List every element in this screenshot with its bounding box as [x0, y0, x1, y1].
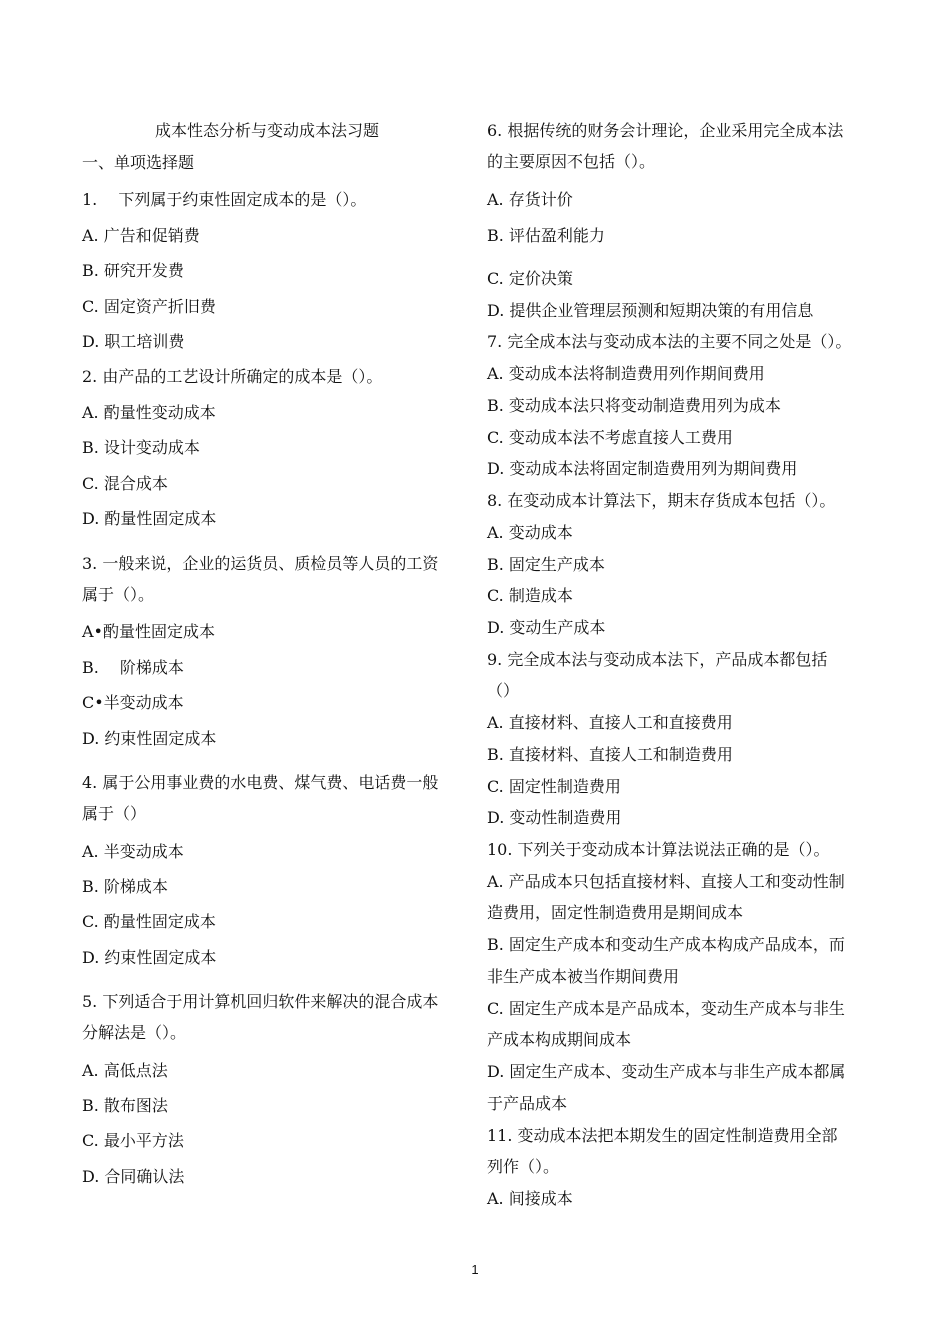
question-4-line-2: 属于（） — [82, 804, 147, 823]
option-4c: C. 酌量性固定成本 — [82, 912, 216, 931]
option-1c: C. 固定资产折旧费 — [82, 297, 216, 316]
option-7a: A. 变动成本法将制造费用列作期间费用 — [487, 364, 765, 383]
option-3b: B. 阶梯成本 — [82, 658, 184, 677]
option-5a: A. 高低点法 — [82, 1061, 168, 1080]
option-8b: B. 固定生产成本 — [487, 555, 605, 574]
option-7b: B. 变动成本法只将变动制造费用列为成本 — [487, 396, 781, 415]
question-3-line-1: 3. 一般来说，企业的运货员、质检员等人员的工资 — [82, 554, 439, 573]
option-10b-line-1: B. 固定生产成本和变动生产成本构成产品成本，而 — [487, 935, 845, 954]
option-10c-line-1: C. 固定生产成本是产品成本，变动生产成本与非生 — [487, 999, 845, 1018]
option-2b: B. 设计变动成本 — [82, 438, 200, 457]
option-3a: A•酌量性固定成本 — [82, 622, 215, 641]
option-6b: B. 评估盈利能力 — [487, 226, 605, 245]
question-5-line-2: 分解法是（）。 — [82, 1023, 187, 1042]
option-8a: A. 变动成本 — [487, 523, 573, 542]
question-9-line-2: （） — [487, 681, 520, 700]
option-8d: D. 变动生产成本 — [487, 618, 606, 637]
question-6-line-1: 6. 根据传统的财务会计理论，企业采用完全成本法 — [487, 121, 844, 140]
section-heading: 一、单项选择题 — [82, 153, 195, 172]
question-3-line-2: 属于（）。 — [82, 585, 155, 604]
option-4d: D. 约束性固定成本 — [82, 948, 217, 967]
document-title: 成本性态分析与变动成本法习题 — [155, 121, 380, 140]
option-10c-line-2: 产成本构成期间成本 — [487, 1030, 632, 1049]
question-7: 7. 完全成本法与变动成本法的主要不同之处是（）。 — [487, 332, 852, 351]
option-9c: C. 固定性制造费用 — [487, 777, 621, 796]
option-7d: D. 变动成本法将固定制造费用列为期间费用 — [487, 459, 798, 478]
option-8c: C. 制造成本 — [487, 586, 573, 605]
option-10b-line-2: 非生产成本被当作期间费用 — [487, 967, 680, 986]
question-11-line-1: 11. 变动成本法把本期发生的固定性制造费用全部 — [487, 1126, 838, 1145]
option-6c: C. 定价决策 — [487, 269, 573, 288]
option-3d: D. 约束性固定成本 — [82, 729, 217, 748]
question-1: 1. 下列属于约束性固定成本的是（）。 — [82, 190, 367, 209]
question-9-line-1: 9. 完全成本法与变动成本法下，产品成本都包括 — [487, 650, 828, 669]
option-5d: D. 合同确认法 — [82, 1167, 185, 1186]
option-6a: A. 存货计价 — [487, 190, 573, 209]
option-4a: A. 半变动成本 — [82, 842, 184, 861]
option-5b: B. 散布图法 — [82, 1096, 168, 1115]
option-7c: C. 变动成本法不考虑直接人工费用 — [487, 428, 733, 447]
option-2c: C. 混合成本 — [82, 474, 168, 493]
question-2: 2. 由产品的工艺设计所确定的成本是（）。 — [82, 367, 383, 386]
option-1a: A. 广告和促销费 — [82, 226, 200, 245]
option-1d: D. 职工培训费 — [82, 332, 185, 351]
option-9a: A. 直接材料、直接人工和直接费用 — [487, 713, 733, 732]
question-4-line-1: 4. 属于公用事业费的水电费、煤气费、电话费一般 — [82, 773, 439, 792]
option-10a-line-1: A. 产品成本只包括直接材料、直接人工和变动性制 — [487, 872, 845, 891]
question-5-line-1: 5. 下列适合于用计算机回归软件来解决的混合成本 — [82, 992, 439, 1011]
option-2a: A. 酌量性变动成本 — [82, 403, 216, 422]
page-number: 1 — [471, 1262, 479, 1277]
option-5c: C. 最小平方法 — [82, 1131, 184, 1150]
option-6d: D. 提供企业管理层预测和短期决策的有用信息 — [487, 301, 814, 320]
option-1b: B. 研究开发费 — [82, 261, 184, 280]
option-10d-line-1: D. 固定生产成本、变动生产成本与非生产成本都属 — [487, 1062, 846, 1081]
option-10d-line-2: 于产品成本 — [487, 1094, 568, 1113]
option-4b: B. 阶梯成本 — [82, 877, 168, 896]
question-6-line-2: 的主要原因不包括（）。 — [487, 152, 656, 171]
option-11a: A. 间接成本 — [487, 1189, 573, 1208]
option-9d: D. 变动性制造费用 — [487, 808, 622, 827]
option-3c: C•半变动成本 — [82, 693, 184, 712]
question-11-line-2: 列作（）。 — [487, 1157, 560, 1176]
option-2d: D. 酌量性固定成本 — [82, 509, 217, 528]
question-8: 8. 在变动成本计算法下，期末存货成本包括（）。 — [487, 491, 836, 510]
option-9b: B. 直接材料、直接人工和制造费用 — [487, 745, 733, 764]
question-10: 10. 下列关于变动成本计算法说法正确的是（）。 — [487, 840, 830, 859]
option-10a-line-2: 造费用，固定性制造费用是期间成本 — [487, 903, 744, 922]
